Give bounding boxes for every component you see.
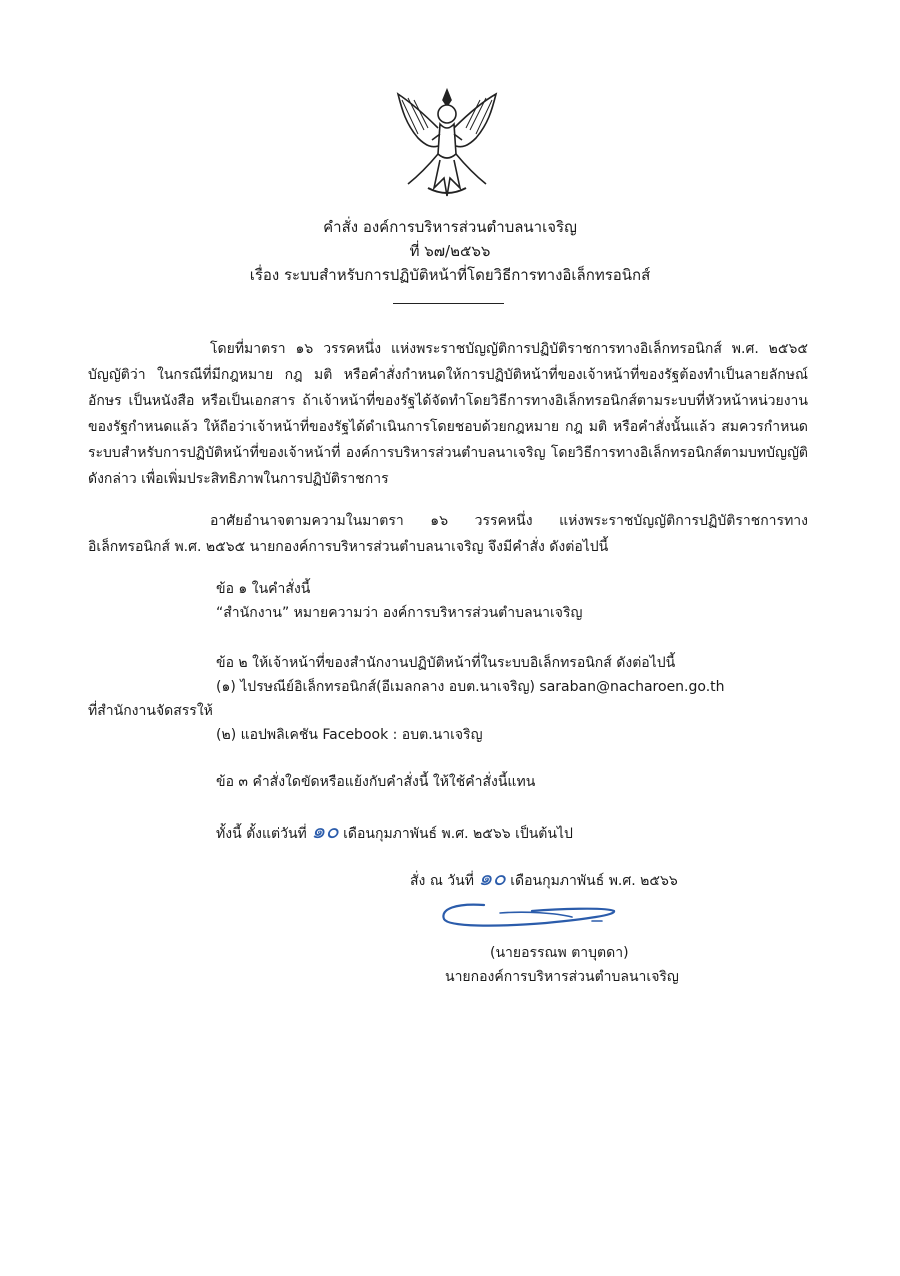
preamble-paragraph: โดยที่มาตรา ๑๖ วรรคหนึ่ง แห่งพระราชบัญญัติการปฏิบัติราชการทางอิเล็กทรอนิกส์ พ.ศ. ๒๕๖๕ บัญญัติว่า ในกรณีที่มีกฎหมาย กฎ มติ หรือคำสั่งกำหนดให้การปฏิบัติหน้าที่ของเจ้าหน้าที่ของรัฐต้องทำเป็นลายลักษณ์อักษร เป็นหนังสือ หรือเป็นเอกสาร ถ้าเจ้าหน้าที่ของรัฐได้จัดทำโดยวิธีการทางอิเล็กทรอนิกส์ตามระบบที่หัวหน้าหน่วยงานของรัฐกำหนดแล้ว ให้ถือว่าเจ้าหน้าที่ของรัฐได้ดำเนินการโดยชอบด้วยกฎหมาย กฎ มติ หรือคำสั่งนั้นแล้ว สมควรกำหนดระบบสำหรับการปฏิบัติหน้าที่ของเจ้าหน้าที่ องค์การบริหารส่วนตำบลนาเจริญ โดยวิธีการทางอิเล็กทรอนิกส์ตามบทบัญญัติดังกล่าว เพื่อเพิ่มประสิทธิภาพในการปฏิบัติราชการ [88, 341, 808, 487]
order-date-prefix: สั่ง ณ วันที่ [410, 873, 474, 889]
effective-date-suffix: เดือนกุมภาพันธ์ พ.ศ. ๒๕๖๖ เป็นต้นไป [343, 826, 573, 842]
order-day-handwritten: ๑๐ [478, 866, 506, 891]
garuda-emblem-icon [388, 84, 506, 202]
item-3: ข้อ ๓ คำสั่งใดขัดหรือแย้งกับคำสั่งนี้ ให้ใช้คำสั่งนี้แทน [216, 774, 536, 790]
handwritten-signature [436, 895, 636, 931]
authority-paragraph: อาศัยอำนาจตามความในมาตรา ๑๖ วรรคหนึ่ง แห่งพระราชบัญญัติการปฏิบัติราชการทางอิเล็กทรอนิกส์ พ.ศ. ๒๕๖๕ นายกองค์การบริหารส่วนตำบลนาเจริญ จึงมีคำสั่ง ดังต่อไปนี้ [88, 513, 808, 555]
item-2-title: ข้อ ๒ ให้เจ้าหน้าที่ของสำนักงานปฏิบัติหน้าที่ในระบบอิเล็กทรอนิกส์ ดังต่อไปนี้ [216, 655, 676, 671]
item-2-facebook: (๒) แอปพลิเคชัน Facebook : อบต.นาเจริญ [216, 727, 483, 743]
order-date-suffix: เดือนกุมภาพันธ์ พ.ศ. ๒๕๖๖ [510, 873, 678, 889]
item-2-email: (๑) ไปรษณีย์อิเล็กทรอนิกส์(อีเมลกลาง อบต.นาเจริญ) saraban@nacharoen.go.th [216, 679, 725, 695]
order-title: คำสั่ง องค์การบริหารส่วนตำบลนาเจริญ [323, 218, 577, 236]
order-subject: เรื่อง ระบบสำหรับการปฏิบัติหน้าที่โดยวิธีการทางอิเล็กทรอนิกส์ [249, 266, 651, 284]
signer-position: นายกองค์การบริหารส่วนตำบลนาเจริญ [445, 969, 679, 985]
signer-name: (นายอรรณพ ตาบุตดา) [490, 945, 629, 961]
order-date-line [410, 868, 678, 892]
effective-day-handwritten: ๑๐ [311, 819, 339, 844]
item-1-definition: “สำนักงาน” หมายความว่า องค์การบริหารส่วนตำบลนาเจริญ [216, 605, 583, 621]
item-1-title: ข้อ ๑ ในคำสั่งนี้ [216, 581, 311, 597]
item-2-email-continued: ที่สำนักงานจัดสรรให้ [88, 703, 213, 719]
effective-date-line [216, 821, 573, 845]
effective-date-prefix: ทั้งนี้ ตั้งแต่วันที่ [216, 826, 307, 842]
header-divider [393, 303, 504, 304]
order-number: ที่ ๖๗/๒๕๖๖ [409, 242, 491, 260]
